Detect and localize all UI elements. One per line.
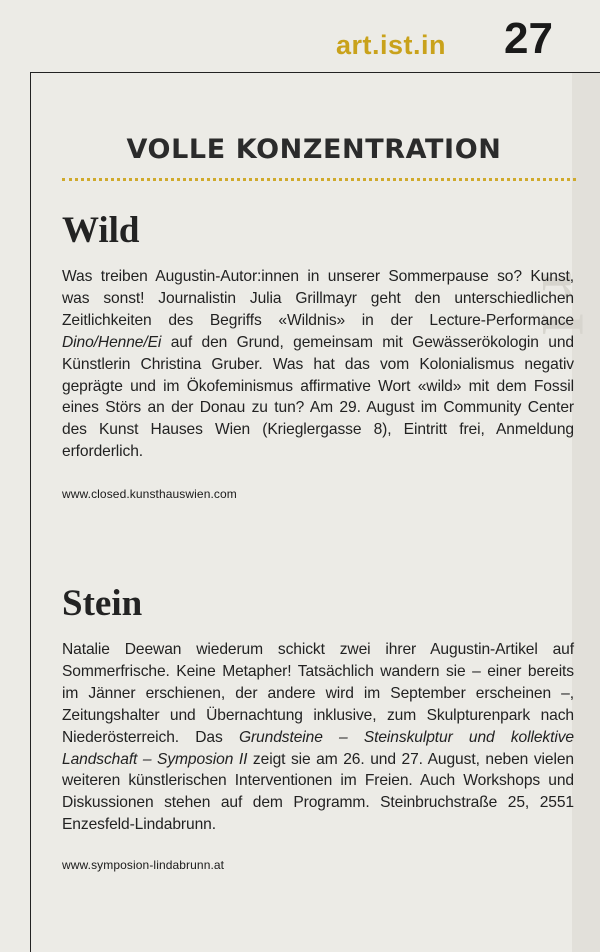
article-body bbox=[62, 639, 574, 836]
work-title: Grundsteine – Steinskulptur und kollektive Landschaft – Symposion II bbox=[62, 728, 574, 768]
work-title: Dino/Henne/Ei bbox=[62, 333, 162, 351]
body-text: zeigt sie am 26. und 27. August, neben vielen weiteren künstlerischen Interventionen im Freien. Auch Workshops und Diskussionen stehen auf dem Programm. Steinbruchstraße 25, 2551 Enzesfeld-Lindabrunn. bbox=[62, 750, 574, 834]
article-heading: Wild bbox=[62, 210, 140, 251]
article-url: www.closed.kunsthauswien.com bbox=[62, 487, 237, 502]
column-rule bbox=[30, 72, 31, 952]
column-title: VOLLE KONZENTRATION bbox=[126, 134, 502, 165]
article-body bbox=[62, 266, 574, 463]
adjacent-page-strip bbox=[530, 72, 600, 952]
article-url: www.symposion-lindabrunn.at bbox=[62, 858, 225, 873]
body-text: auf den Grund, gemeinsam mit Gewässerökologin und Künstlerin Christina Gruber. Was hat das vom Kolonialismus negativ geprägte und im Ökofeminismus affirmative Wort «wild» mit dem Fossil eines Störs an der Donau zu tun? Am 29. August im Community Center des Kunst Hauses Wien (Krieglergasse 8), Eintritt frei, Anmeldung erforderlich. bbox=[62, 333, 574, 461]
article-wild bbox=[62, 212, 574, 501]
article-stein bbox=[62, 585, 574, 872]
body-text: Natalie Deewan wiederum schickt zwei ihrer Augustin-Artikel auf Sommerfrische. Keine Metapher! Tatsächlich wandern sie – einer bereits im Jänner erschienen, der andere wird im September erscheinen –, Zeitungshalter und Übernachtung inklusive, zum Skulpturenpark nach Niederösterreich. Das bbox=[62, 641, 574, 746]
dotted-divider bbox=[62, 178, 576, 181]
header-rule bbox=[30, 72, 600, 73]
adjacent-page-bleed: r I bbox=[530, 272, 596, 336]
section-label: art.ist.in bbox=[336, 30, 447, 60]
article-heading: Stein bbox=[62, 583, 143, 624]
page-number: 27 bbox=[504, 14, 553, 63]
body-text: Was treiben Augustin-Autor:innen in unserer Sommerpause so? Kunst, was sonst! Journalistin Julia Grillmayr geht den unterschiedlichen Zeitlichkeiten des Begriffs «Wildnis» in der Lecture-Performance bbox=[62, 268, 574, 329]
